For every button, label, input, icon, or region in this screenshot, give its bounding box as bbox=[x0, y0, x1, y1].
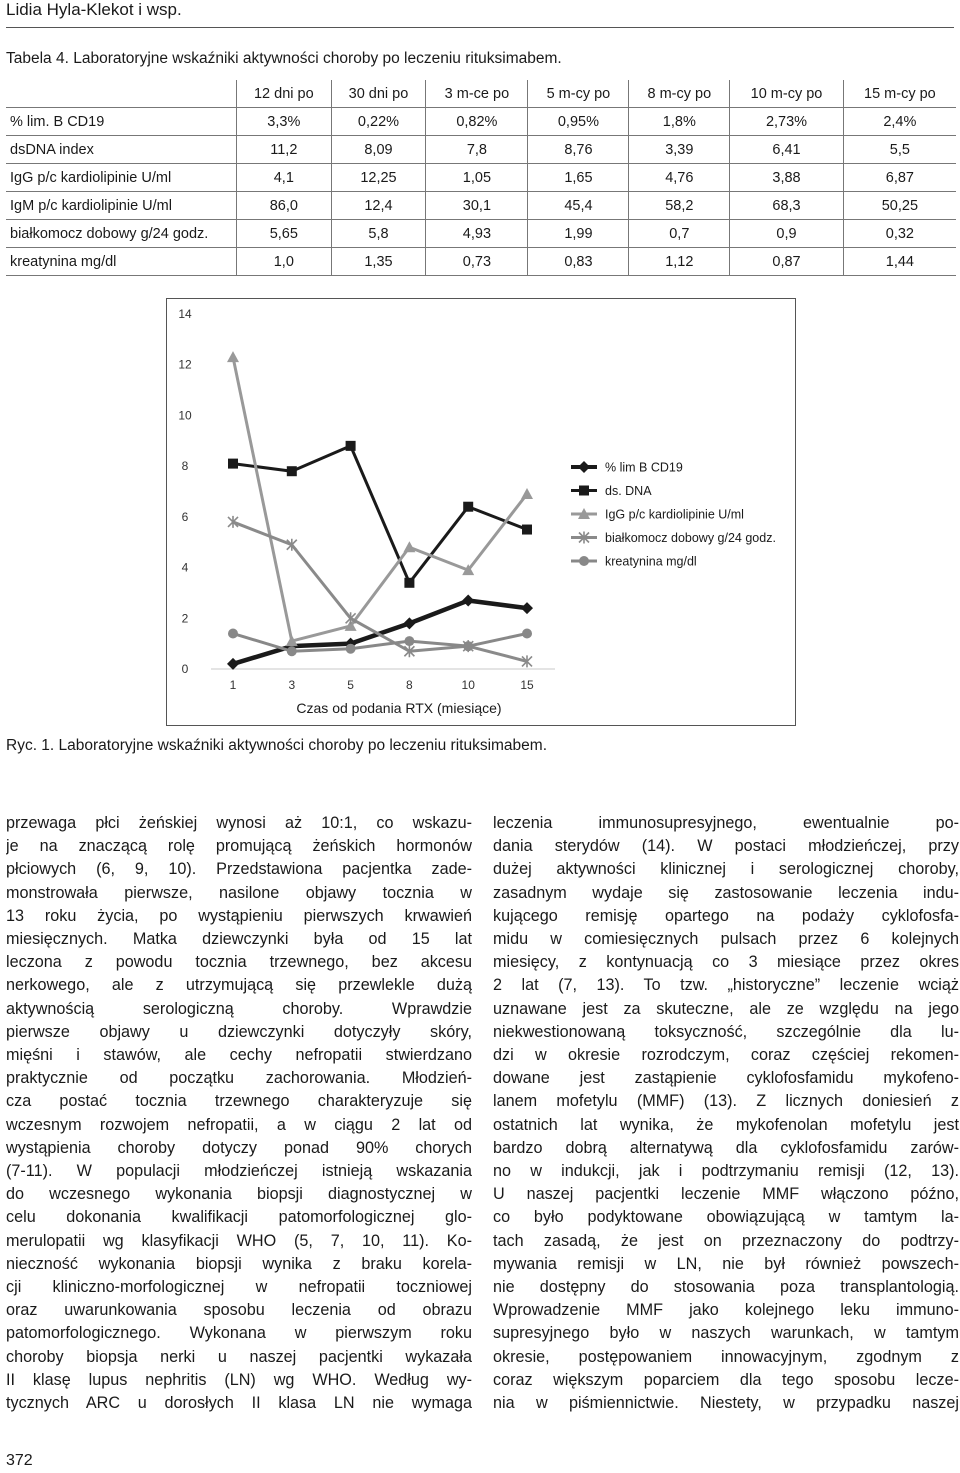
table-cell: 0,22% bbox=[331, 108, 426, 136]
text-line: 13 roku życia, po wystąpieniu pierwszych krwawień bbox=[6, 906, 472, 925]
text-line: zasadnym wydaje się zastosowanie leczenia indu- bbox=[493, 883, 959, 902]
text-line: choroby biopsja nerki u naszej pacjentki wykazała bbox=[6, 1347, 472, 1366]
text-line: kującego remisję opartego na podaży cyklofosfa- bbox=[493, 906, 959, 925]
table-column-header: 10 m-cy po bbox=[730, 80, 843, 108]
text-line: mięśni i stawów, ale cechy nefropatii stwierdzano bbox=[6, 1046, 472, 1065]
table-row bbox=[6, 108, 956, 136]
table-row-label: IgG p/c kardiolipinie U/ml bbox=[6, 164, 237, 192]
legend-label: % lim B CD19 bbox=[605, 460, 683, 475]
y-tick-label: 12 bbox=[178, 357, 192, 372]
text-line: cza postać tocznia trzewnego charakteryzuje się bbox=[6, 1092, 472, 1111]
text-line: midu w comiesięcznych pulsach przez 6 kolejnych bbox=[493, 930, 959, 949]
table-cell: 1,65 bbox=[528, 164, 629, 192]
data-point bbox=[346, 644, 356, 654]
table-cell: 0,32 bbox=[843, 220, 956, 248]
table-cell: 0,87 bbox=[730, 248, 843, 276]
table-cell: 1,35 bbox=[331, 248, 426, 276]
table-cell: 0,73 bbox=[426, 248, 528, 276]
text-line: aktywnością serologiczną choroby. Wprawdzie bbox=[6, 999, 472, 1018]
table-cell: 1,99 bbox=[528, 220, 629, 248]
legend-label: kreatynina mg/dl bbox=[605, 554, 697, 569]
x-tick-label: 15 bbox=[520, 678, 534, 692]
body-text-left-column bbox=[6, 812, 472, 1415]
y-tick-label: 14 bbox=[178, 307, 192, 321]
x-axis-title: Czas od podania RTX (miesiące) bbox=[296, 700, 502, 716]
text-line: mywania remisji w LN, nie był również powszech- bbox=[493, 1254, 959, 1273]
data-point bbox=[403, 617, 415, 629]
table-row bbox=[6, 192, 956, 220]
data-point bbox=[346, 612, 356, 624]
text-line: tach zasadą, że jest on przeznaczony do podtrzy- bbox=[493, 1231, 959, 1250]
text-line: dania sterydów (14). W postaci młodzieńczej, przy bbox=[493, 837, 959, 856]
y-tick-label: 6 bbox=[181, 509, 189, 524]
text-line: U naszej pacjentki leczenie MMF włączono późno, bbox=[493, 1185, 959, 1204]
table-cell: 3,39 bbox=[629, 136, 730, 164]
data-point bbox=[403, 541, 415, 552]
text-line: przewaga płci żeńskiej wynosi aż 10:1, co wskazu- bbox=[6, 814, 472, 832]
table-column-header: 3 m-ce po bbox=[426, 80, 528, 108]
table-row-label: dsDNA index bbox=[6, 136, 237, 164]
table-cell: 0,83 bbox=[528, 248, 629, 276]
header-rule bbox=[6, 27, 954, 28]
table-cell: 4,1 bbox=[237, 164, 332, 192]
table-row bbox=[6, 248, 956, 276]
data-point bbox=[227, 658, 239, 670]
data-point bbox=[522, 629, 532, 639]
page-number: 372 bbox=[6, 1452, 33, 1469]
data-point bbox=[228, 459, 238, 469]
table-cell: 12,4 bbox=[331, 192, 426, 220]
table-cell: 2,4% bbox=[843, 108, 956, 136]
table-cell: 0,9 bbox=[730, 220, 843, 248]
line-chart bbox=[167, 299, 795, 725]
text-line: Wprowadzenie MMF jako kolejnego leku immuno- bbox=[493, 1301, 959, 1320]
table-column-header: 5 m-cy po bbox=[528, 80, 629, 108]
table-cell: 12,25 bbox=[331, 164, 426, 192]
running-head: Lidia Hyla-Klekot i wsp. bbox=[6, 0, 182, 19]
table-row bbox=[6, 220, 956, 248]
data-point bbox=[463, 502, 473, 512]
table-cell: 4,93 bbox=[426, 220, 528, 248]
data-point bbox=[228, 629, 238, 639]
x-tick-label: 3 bbox=[288, 678, 296, 692]
series-line bbox=[233, 357, 527, 641]
table-row-label: % lim. B CD19 bbox=[6, 108, 237, 136]
text-line: leczenia immunosupresyjnego, ewentualnie po- bbox=[493, 814, 959, 832]
table-cell: 0,82% bbox=[426, 108, 528, 136]
data-point bbox=[404, 578, 414, 588]
table-cell: 68,3 bbox=[730, 192, 843, 220]
text-line: merulopatii wg klasyfikacji WHO (5, 7, 10, 11). Ko- bbox=[6, 1231, 472, 1250]
text-line: co było podyktowane obowiązującą w tamtym la- bbox=[493, 1208, 959, 1227]
table-column-header: 15 m-cy po bbox=[843, 80, 956, 108]
x-tick-label: 5 bbox=[347, 678, 354, 692]
table-cell: 11,2 bbox=[237, 136, 332, 164]
table-row bbox=[6, 164, 956, 192]
table-header-row bbox=[6, 80, 956, 108]
legend-marker bbox=[578, 461, 590, 473]
x-tick-label: 10 bbox=[461, 678, 475, 692]
text-line: płciowych (6, 9, 10). Przedstawiona pacjentka zade- bbox=[6, 860, 472, 879]
table-cell: 0,95% bbox=[528, 108, 629, 136]
table-cell: 86,0 bbox=[237, 192, 332, 220]
text-line: dzi w okresie rozrodczym, coraz częściej rekomen- bbox=[493, 1046, 959, 1065]
table-row-label: kreatynina mg/dl bbox=[6, 248, 237, 276]
text-line: cji kliniczno-morfologicznej w nefropatii toczniowej bbox=[6, 1278, 472, 1297]
data-point bbox=[522, 525, 532, 535]
table-cell: 50,25 bbox=[843, 192, 956, 220]
text-line: je na znaczącą rolę promującą żeńskich hormonów bbox=[6, 837, 472, 856]
table-caption: Tabela 4. Laboratoryjne wskaźniki aktywności choroby po leczeniu rituksimabem. bbox=[6, 50, 562, 67]
table-cell: 30,1 bbox=[426, 192, 528, 220]
text-line: nerkowego, ale z utrzymującą się przewlekle dużą bbox=[6, 976, 472, 995]
table-cell: 8,76 bbox=[528, 136, 629, 164]
data-point bbox=[462, 595, 474, 607]
data-point bbox=[521, 488, 533, 499]
legend-label: ds. DNA bbox=[605, 484, 652, 498]
table-cell: 7,8 bbox=[426, 136, 528, 164]
data-point bbox=[287, 646, 297, 656]
table-cell: 45,4 bbox=[528, 192, 629, 220]
legend-marker bbox=[579, 556, 589, 566]
table-cell: 0,7 bbox=[629, 220, 730, 248]
text-line: miesięcznych. Matka dziewczynki była od 15 lat bbox=[6, 930, 472, 949]
table-cell: 58,2 bbox=[629, 192, 730, 220]
y-tick-label: 10 bbox=[178, 408, 192, 423]
text-line: dużej aktywności klinicznej i serologicznej choroby, bbox=[493, 860, 959, 879]
data-point bbox=[521, 602, 533, 614]
text-line: nie dostępny do stosowania poza transplantologią. bbox=[493, 1278, 959, 1297]
data-point bbox=[346, 441, 356, 451]
x-tick-label: 8 bbox=[406, 678, 413, 692]
x-tick-label: 1 bbox=[229, 678, 237, 692]
line-chart-frame bbox=[166, 298, 796, 726]
body-text-right-column bbox=[493, 812, 959, 1415]
text-line: okresie, postępowaniem innowacyjnym, zgodnym z bbox=[493, 1347, 959, 1366]
y-tick-label: 0 bbox=[181, 662, 189, 676]
legend-marker bbox=[579, 486, 589, 496]
text-line: no w indukcji, jak i podtrzymaniu remisji (12, 13). bbox=[493, 1162, 959, 1181]
table-cell: 4,76 bbox=[629, 164, 730, 192]
text-line: tycznych ARC u dorosłych II klasa LN nie wymaga bbox=[6, 1394, 472, 1413]
text-line: coraz większym poparciem dla tego sposobu lecze- bbox=[493, 1370, 959, 1389]
text-line: II klasę lupus nephritis (LN) wg WHO. Według wy- bbox=[6, 1370, 472, 1389]
table-cell: 6,41 bbox=[730, 136, 843, 164]
text-line: patomorfologicznego. Wykonana w pierwszym roku bbox=[6, 1324, 472, 1343]
text-line: supresyjnego było w naszych warunkach, w tamtym bbox=[493, 1324, 959, 1343]
text-line: miesięcy, z kontynuacją co 3 miesiące przez okres bbox=[493, 953, 959, 972]
table-cell: 1,44 bbox=[843, 248, 956, 276]
table-cell: 1,05 bbox=[426, 164, 528, 192]
table-cell: 5,65 bbox=[237, 220, 332, 248]
text-line: niekwestionowaną toksyczność, szczególnie dla lu- bbox=[493, 1022, 959, 1041]
legend-label: IgG p/c kardiolipinie U/ml bbox=[605, 507, 744, 522]
table-row-label: białkomocz dobowy g/24 godz. bbox=[6, 220, 237, 248]
text-line: do wczesnego wykonania biopsji diagnostycznej w bbox=[6, 1185, 472, 1204]
text-line: praktycznie od początku zachorowania. Młodzień- bbox=[6, 1069, 472, 1088]
data-point bbox=[463, 641, 473, 651]
table-cell: 3,3% bbox=[237, 108, 332, 136]
table-cell: 2,73% bbox=[730, 108, 843, 136]
table-column-header: 12 dni po bbox=[237, 80, 332, 108]
y-tick-label: 2 bbox=[181, 611, 189, 626]
table-row-label: IgM p/c kardiolipinie U/ml bbox=[6, 192, 237, 220]
text-line: (7-11). W populacji młodzieńczej istnieją wskazania bbox=[6, 1162, 472, 1181]
data-point bbox=[227, 351, 239, 362]
text-line: celu dokonania kwalifikacji patomorfologicznej glo- bbox=[6, 1208, 472, 1227]
text-line: bardzo dobrą alternatywą dla cyklofosfamidu zarów- bbox=[493, 1138, 959, 1157]
text-line: leczona z powodu tocznia trzewnego, bez akcesu bbox=[6, 953, 472, 972]
table-cell: 1,8% bbox=[629, 108, 730, 136]
y-tick-label: 8 bbox=[181, 459, 189, 474]
figure-caption: Ryc. 1. Laboratoryjne wskaźniki aktywności choroby po leczeniu rituksimabem. bbox=[6, 737, 548, 754]
table-cell: 1,12 bbox=[629, 248, 730, 276]
table-column-header: 30 dni po bbox=[331, 80, 426, 108]
text-line: wystąpienia choroby dotyczy ponad 90% chorych bbox=[6, 1138, 472, 1157]
table-cell: 5,5 bbox=[843, 136, 956, 164]
table-column-header: 8 m-cy po bbox=[629, 80, 730, 108]
lab-results-table bbox=[6, 80, 956, 276]
table-cell: 6,87 bbox=[843, 164, 956, 192]
table-cell: 1,0 bbox=[237, 248, 332, 276]
y-tick-label: 4 bbox=[181, 560, 189, 575]
table-corner-cell bbox=[6, 80, 237, 108]
table-cell: 3,88 bbox=[730, 164, 843, 192]
text-line: nieczność wykonania biopsji wynika z braku korela- bbox=[6, 1254, 472, 1273]
text-line: ostatnich lat wynika, że mykofenolan mofetylu jest bbox=[493, 1115, 959, 1134]
text-line: 2 lat (7, 13). To tzw. „historyczne” leczenie wciąż bbox=[493, 976, 959, 995]
series-line bbox=[233, 601, 527, 664]
text-line: oraz uwarunkowania sposobu leczenia od obrazu bbox=[6, 1301, 472, 1320]
table-cell: 8,09 bbox=[331, 136, 426, 164]
text-line: dowane jest zastąpienie cyklofosfamidu mykofeno- bbox=[493, 1069, 959, 1088]
text-line: nia w piśmiennictwie. Niestety, w przypadku naszej bbox=[493, 1394, 959, 1413]
legend-label: białkomocz dobowy g/24 godz. bbox=[605, 531, 776, 545]
series-line bbox=[233, 522, 527, 661]
text-line: wczesnym rozwojem nefropatii, a w ciągu 2 lat od bbox=[6, 1115, 472, 1134]
table-row bbox=[6, 136, 956, 164]
text-line: monstrowała pierwsze, nasilone objawy tocznia w bbox=[6, 883, 472, 902]
data-point bbox=[287, 466, 297, 476]
text-line: lanem mofetylu (MMF) (13). Z licznych doniesień z bbox=[493, 1092, 959, 1111]
text-line: pierwsze objawy u dziewczynki dotyczyły skóry, bbox=[6, 1022, 472, 1041]
data-point bbox=[404, 636, 414, 646]
table-cell: 5,8 bbox=[331, 220, 426, 248]
text-line: uznawane jest za skuteczne, ale ze względu na jego bbox=[493, 999, 959, 1018]
series-line bbox=[233, 446, 527, 583]
